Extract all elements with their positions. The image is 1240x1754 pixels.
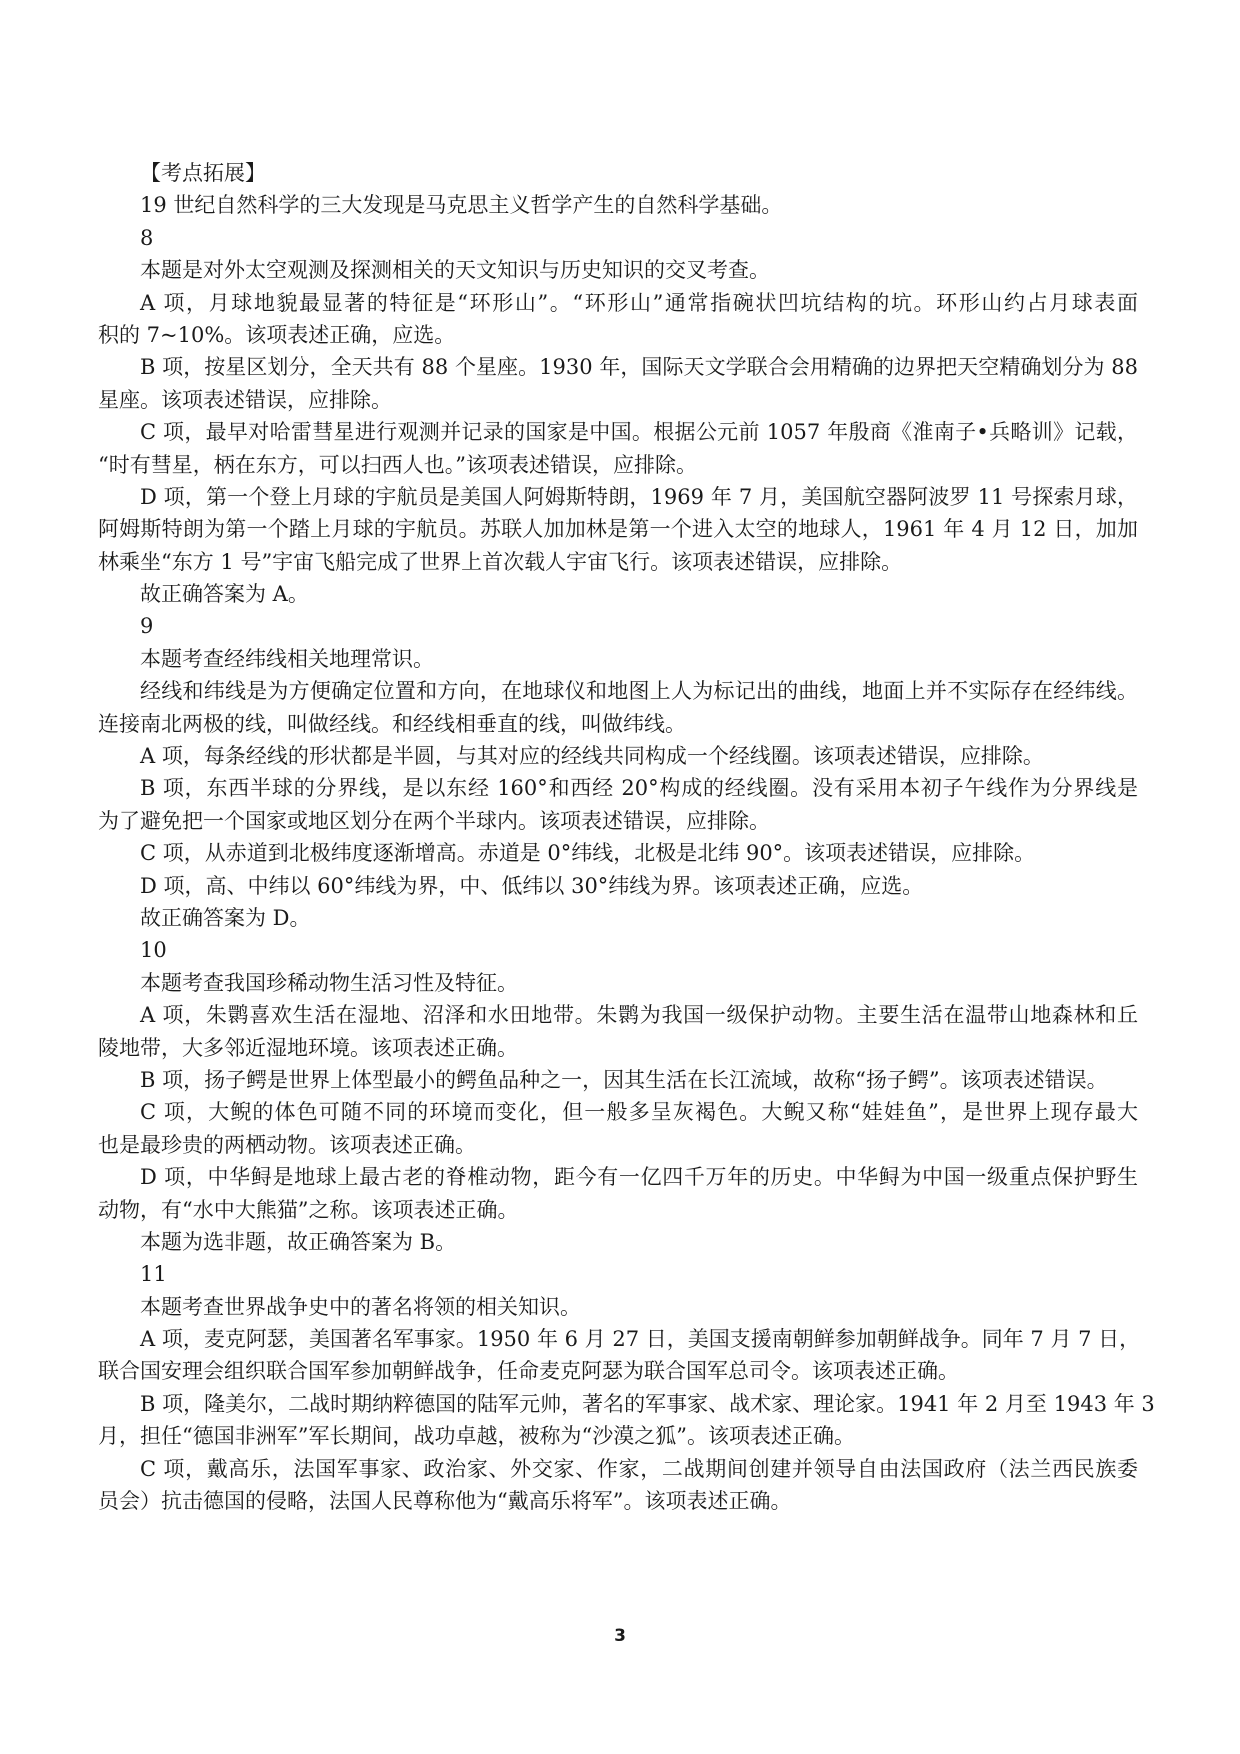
text-line: C 项，戴高乐，法国军事家、政治家、外交家、作家，二战期间创建并领导自由法国政府（法兰西民族委 [140,1456,1138,1481]
paragraph [98,837,1138,869]
text-line: A 项，月球地貌最显著的特征是“环形山”。“环形山”通常指碗状凹坑结构的坑。环形山约占月球表面 [140,290,1138,315]
text-line: B 项，东西半球的分界线，是以东经 160°和西经 20°构成的经线圈。没有采用本初子午线作为分界线是 [140,776,1138,801]
text-line: C 项，最早对哈雷彗星进行观测并记录的国家是中国。根据公元前 1057 年殷商《淮南子•兵略训》记载， [140,420,1138,445]
text-line: 本题是对外太空观测及探测相关的天文知识与历史知识的交叉考查。 [140,258,770,283]
text-line: 为了避免把一个国家或地区划分在两个半球内。该项表述错误，应排除。 [98,808,770,833]
paragraph [98,189,1138,221]
paragraph [98,416,1138,481]
text-line: 经线和纬线是为方便确定位置和方向，在地球仪和地图上人为标记出的曲线，地面上并不实际存在经纬线。 [140,679,1138,704]
text-line: 【考点拓展】 [140,161,266,185]
text-line: 8 [140,225,154,250]
text-line: 11 [140,1262,167,1287]
paragraph [98,643,1138,675]
paragraph [98,902,1138,934]
paragraph [98,1161,1138,1226]
text-line: 员会）抗击德国的侵略，法国人民尊称他为“戴高乐将军”。该项表述正确。 [98,1489,792,1514]
text-line: A 项，朱鹮喜欢生活在湿地、沼泽和水田地带。朱鹮为我国一级保护动物。主要生活在温带山地森林和丘 [140,1003,1138,1028]
page-number: 3 [614,1626,626,1646]
text-line: 本题考查世界战争史中的著名将领的相关知识。 [140,1294,581,1319]
paragraph [98,1096,1138,1161]
paragraph [98,351,1138,416]
text-line: 10 [140,938,167,963]
text-line: 林乘坐“东方 1 号”宇宙飞船完成了世界上首次载人宇宙飞行。该项表述错误，应排除。 [98,549,903,574]
paragraph [98,481,1138,578]
paragraph [98,1388,1155,1453]
text-line: 本题考查经纬线相关地理常识。 [140,646,434,671]
text-line: 月，担任“德国非洲军”军长期间，战功卓越，被称为“沙漠之狐”。该项表述正确。 [98,1424,855,1449]
paragraph [98,675,1138,740]
text-line: 本题考查我国珍稀动物生活习性及特征。 [140,970,518,995]
text-line: B 项，扬子鳄是世界上体型最小的鳄鱼品种之一，因其生活在长江流域，故称“扬子鳄”。该项表述错误。 [140,1067,1108,1092]
text-line: D 项，第一个登上月球的宇航员是美国人阿姆斯特朗，1969 年 7 月，美国航空器阿波罗 11 号探索月球， [140,484,1138,509]
text-line: 故正确答案为 D。 [140,905,311,930]
text-line: 联合国安理会组织联合国军参加朝鲜战争，任命麦克阿瑟为联合国军总司令。该项表述正确。 [98,1359,959,1384]
text-line: A 项，麦克阿瑟，美国著名军事家。1950 年 6 月 27 日，美国支援南朝鲜参加朝鲜战争。同年 7 月 7 日， [140,1327,1141,1352]
paragraph [98,1453,1138,1518]
text-line: 19 世纪自然科学的三大发现是马克思主义哲学产生的自然科学基础。 [140,193,783,218]
paragraph [98,1291,1138,1323]
paragraph [98,740,1138,772]
text-line: 本题为选非题，故正确答案为 B。 [140,1229,457,1254]
paragraph [98,610,1138,642]
paragraph [98,999,1138,1064]
paragraph [98,1226,1138,1258]
paragraph [98,1323,1141,1388]
text-line: C 项，从赤道到北极纬度逐渐增高。赤道是 0°纬线，北极是北纬 90°。该项表述错误，应排除。 [140,841,1036,866]
text-line: D 项，高、中纬以 60°纬线为界，中、低纬以 30°纬线为界。该项表述正确，应选。 [140,873,924,898]
paragraph [98,287,1138,352]
text-line: 陵地带，大多邻近湿地环境。该项表述正确。 [98,1035,518,1060]
text-line: 也是最珍贵的两栖动物。该项表述正确。 [98,1132,476,1157]
paragraph [98,578,1138,610]
text-line: 阿姆斯特朗为第一个踏上月球的宇航员。苏联人加加林是第一个进入太空的地球人，1961 年 4 月 12 日，加加 [98,517,1138,542]
paragraph [98,772,1138,837]
paragraph [98,254,1138,286]
text-line: 动物，有“水中大熊猫”之称。该项表述正确。 [98,1197,519,1222]
text-line: 星座。该项表述错误，应排除。 [98,387,392,412]
paragraph [98,1258,1138,1290]
paragraph [98,157,1138,189]
text-line: 故正确答案为 A。 [140,582,309,607]
text-line: A 项，每条经线的形状都是半圆，与其对应的经线共同构成一个经线圈。该项表述错误，应排除。 [140,744,1044,769]
text-line: B 项，隆美尔，二战时期纳粹德国的陆军元帅，著名的军事家、战术家、理论家。1941 年 2 月至 1943 年 3 [140,1391,1155,1416]
paragraph [98,934,1138,966]
document-body [98,157,1155,1517]
paragraph [98,1064,1138,1096]
text-line: “时有彗星，柄在东方，可以扫西人也。”该项表述错误，应排除。 [98,452,697,477]
paragraph [98,222,1138,254]
text-line: B 项，按星区划分，全天共有 88 个星座。1930 年，国际天文学联合会用精确的边界把天空精确划分为 88 [140,355,1138,380]
text-line: 积的 7~10%。该项表述正确，应选。 [98,322,456,347]
paragraph [98,870,1138,902]
text-line: C 项，大鲵的体色可随不同的环境而变化，但一般多呈灰褐色。大鲵又称“娃娃鱼”，是世界上现存最大 [140,1100,1138,1125]
text-line: 连接南北两极的线，叫做经线。和经线相垂直的线，叫做纬线。 [98,711,686,736]
text-line: D 项，中华鲟是地球上最古老的脊椎动物，距今有一亿四千万年的历史。中华鲟为中国一级重点保护野生 [140,1165,1138,1190]
text-line: 9 [140,614,154,639]
paragraph [98,967,1138,999]
